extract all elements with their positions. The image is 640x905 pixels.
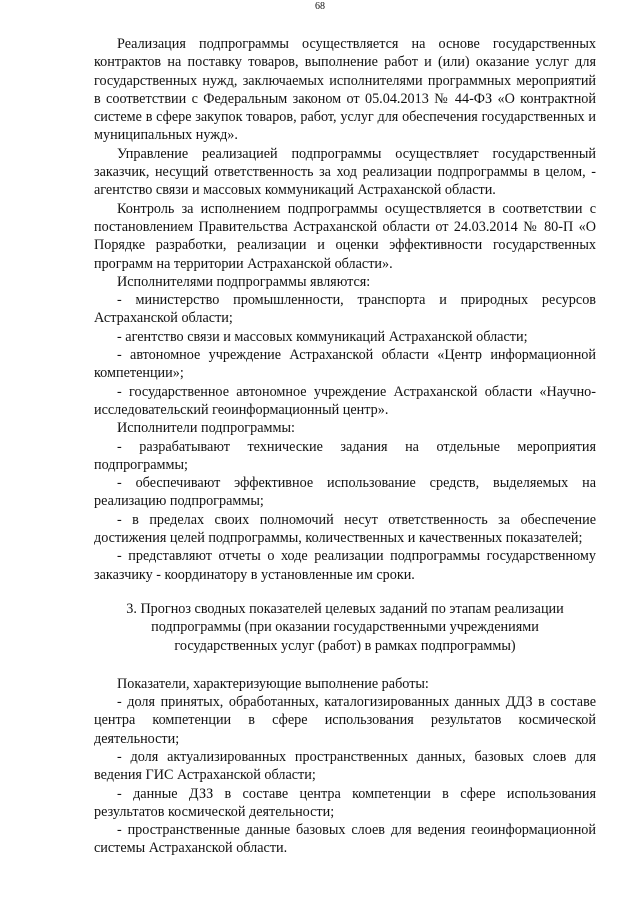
paragraph-executors-duties-intro: Исполнители подпрограммы: <box>117 420 295 437</box>
section-heading: 3. Прогноз сводных показателей целевых заданий по этапам реализации подпрограммы (при оказании государственными учреждениями государственных услуг (работ) в рамках подпрограммы) <box>126 600 564 654</box>
paragraph-executors-intro: Исполнителями подпрограммы являются: <box>117 273 371 290</box>
list-item-spatial-data: - пространственные данные базовых слоев для ведения геоинформационной системы Астраханской области. <box>94 822 596 857</box>
list-item-geoinfo-center: - государственное автономное учреждение Астраханской области «Научно-исследовательский геоинформационный центр». <box>94 383 596 418</box>
paragraph-management: Управление реализацией подпрограммы осуществляет государственный заказчик, несущий ответственность за ход реализации подпрограммы в целом, - агентство связи и массовых коммуникаций Астраханской области. <box>94 145 596 199</box>
page-body <box>94 35 596 858</box>
list-item-reports: - представляют отчеты о ходе реализации подпрограммы государственному заказчику - координатору в установленные им сроки. <box>94 548 596 583</box>
list-item-ddz-share: - доля принятых, обработанных, каталогизированных данных ДДЗ в составе центра компетенции в сфере использования результатов космической деятельности; <box>94 694 596 747</box>
paragraph-control: Контроль за исполнением подпрограммы осуществляется в соответствии с постановлением Правительства Астраханской области от 24.03.2014 № 80-П «О Порядке разработки, реализации и оценки эффективности государственных программ на территории Астраханской области». <box>94 200 596 272</box>
paragraph-implementation-basis: Реализация подпрограммы осуществляется на основе государственных контрактов на поставку товаров, выполнение работ и (или) оказание услуг для государственных нужд, заключаемых исполнителями программных мероприятий в соответствии с Федеральным законом от 05.04.2013 № 44-ФЗ «О контрактной системе в сфере закупок товаров, работ, услуг для обеспечения государственных и муниципальных нужд». <box>94 36 596 144</box>
list-item-ministry: - министерство промышленности, транспорта и природных ресурсов Астраханской области; <box>94 292 596 327</box>
list-item-efficient-use: - обеспечивают эффективное использование средств, выделяемых на реализацию подпрограммы; <box>94 475 596 510</box>
paragraph-indicators-intro: Показатели, характеризующие выполнение работы: <box>117 675 429 692</box>
list-item-agency: - агентство связи и массовых коммуникаций Астраханской области; <box>117 328 528 345</box>
list-item-competence-center: - автономное учреждение Астраханской области «Центр информационной компетенции»; <box>94 347 596 382</box>
list-item-responsibility: - в пределах своих полномочий несут ответственность за обеспечение достижения целей подпрограммы, количественных и качественных показателей; <box>94 511 596 547</box>
page-number: 68 <box>315 1 325 12</box>
list-item-develop-specs: - разрабатывают технические задания на отдельные мероприятия подпрограммы; <box>94 438 596 473</box>
list-item-spatial-share: - доля актуализированных пространственных данных, базовых слоев для ведения ГИС Астраханской области; <box>94 748 596 784</box>
list-item-dzz-data: - данные ДЗЗ в составе центра компетенции в сфере использования результатов космической деятельности; <box>94 785 596 820</box>
